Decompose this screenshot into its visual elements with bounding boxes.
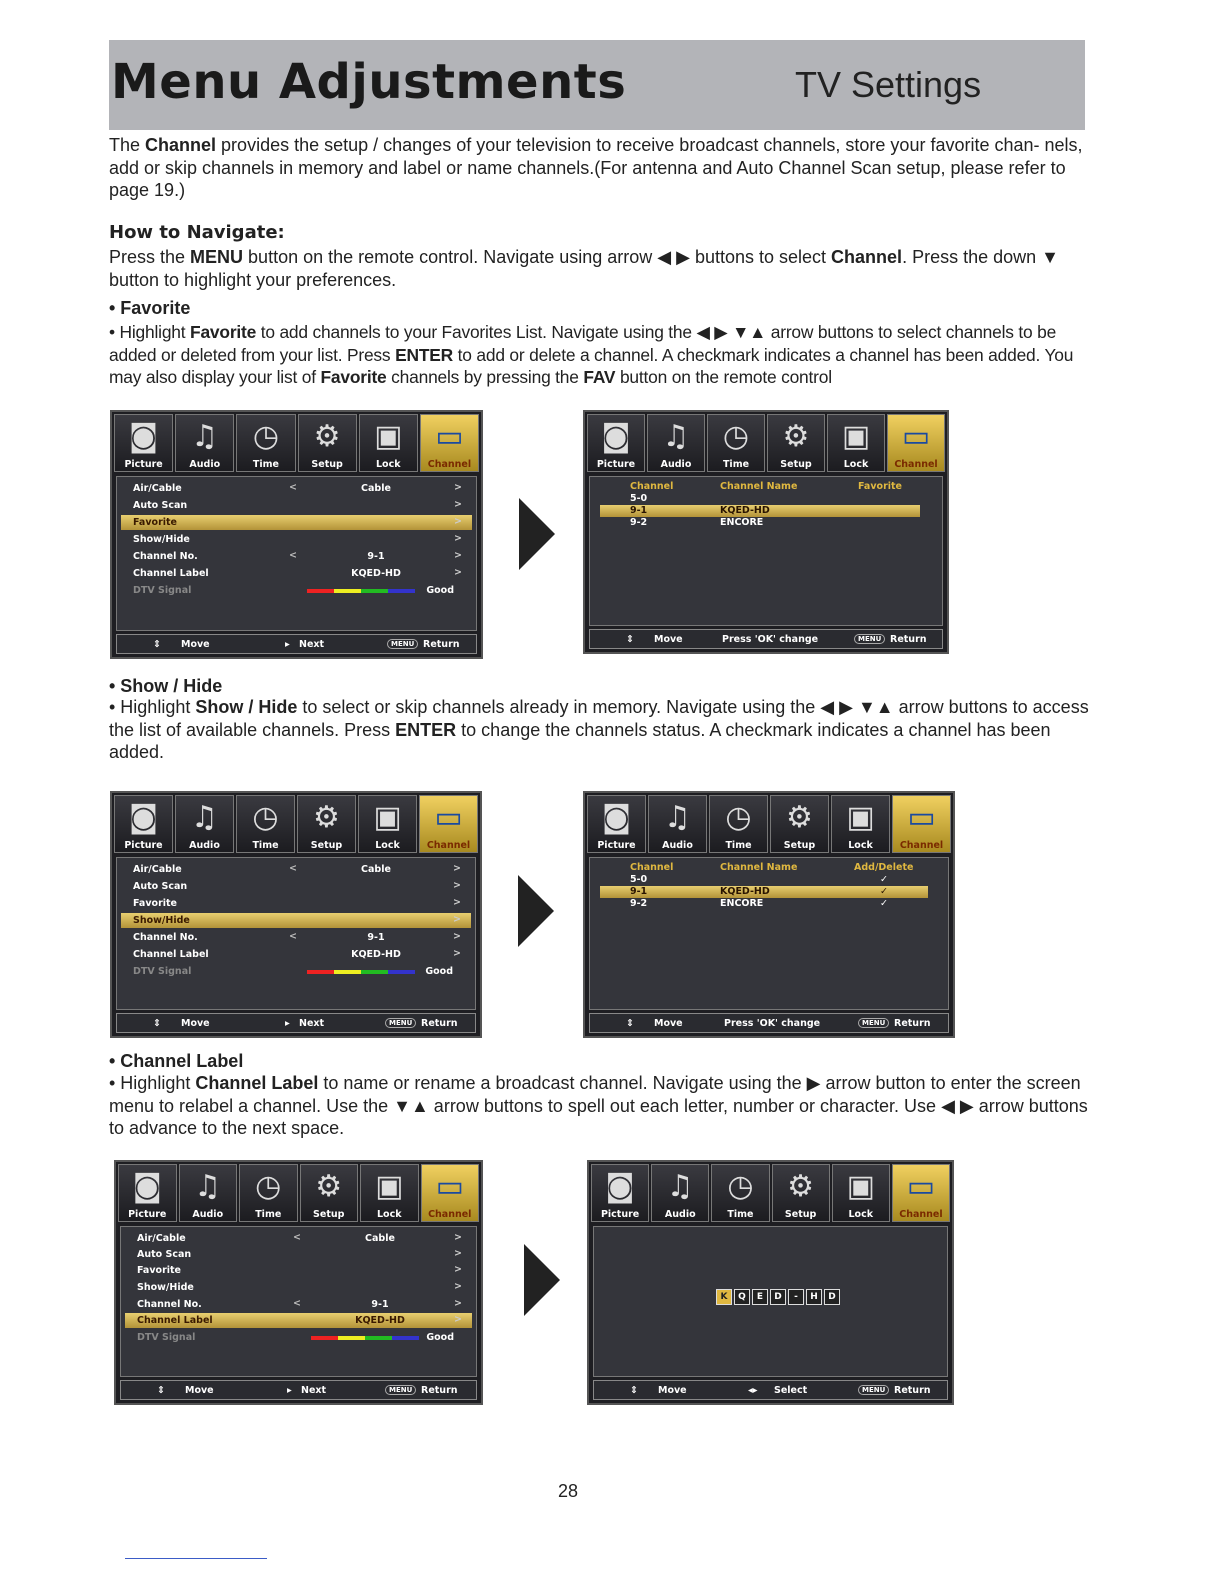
favorite-list-screen — [583, 410, 949, 654]
right-circle-icon: ▸ — [285, 639, 290, 650]
tab-lock[interactable]: ▣ Lock — [358, 795, 417, 853]
arrow-right-icon — [524, 1244, 560, 1316]
tab-setup[interactable]: ⚙ Setup — [298, 414, 357, 472]
tab-picture[interactable]: ◙ Picture — [114, 414, 173, 472]
tab-channel[interactable]: ▭ Channel — [892, 795, 951, 853]
tab-channel[interactable]: ▭ Channel — [421, 1164, 480, 1222]
signal-bar — [311, 1336, 419, 1340]
menu-key-icon: MENU — [387, 639, 418, 649]
navigate-heading: How to Navigate: — [109, 222, 285, 243]
updown-icon: ⇕ — [157, 1385, 165, 1396]
leftright-icon: ◂▸ — [748, 1385, 758, 1396]
tab-channel[interactable]: ▭ Channel — [887, 414, 945, 472]
updown-icon: ⇕ — [153, 1018, 161, 1029]
menu-row-channel-label[interactable]: Channel Label KQED-HD > — [125, 1313, 472, 1328]
channel-row[interactable]: 9-2 ENCORE ✓ — [630, 898, 888, 909]
menu-footer: ⇕ Move ▸ Next MENU Return — [120, 1380, 477, 1400]
menu-row-favorite[interactable]: Favorite > — [137, 1264, 462, 1276]
arrow-right-icon — [519, 498, 555, 570]
music-note-icon: ♫ — [191, 419, 219, 454]
lock-icon: ▣ — [846, 800, 875, 835]
tab-setup[interactable]: ⚙ Setup — [297, 795, 356, 853]
gear-icon: ⚙ — [786, 800, 813, 835]
tab-audio[interactable]: ♫ Audio — [175, 414, 234, 472]
menu-key-icon: MENU — [854, 634, 885, 644]
checkmark-icon: ✓ — [880, 898, 888, 909]
menu-key-icon: MENU — [385, 1385, 416, 1395]
signal-bar — [307, 589, 415, 593]
label-char[interactable]: D — [770, 1289, 786, 1305]
channel-row[interactable]: 9-2 ENCORE — [630, 517, 764, 528]
tab-time[interactable]: ◷ Time — [236, 795, 295, 853]
menu-row-auto-scan[interactable]: Auto Scan > — [137, 1248, 462, 1260]
showhide-heading: • Show / Hide — [109, 676, 223, 696]
music-note-icon: ♫ — [662, 419, 690, 454]
chlabel-paragraph: • Highlight Channel Label to name or rename a broadcast channel. Navigate using the ▶ arrow button to enter the screen menu to relabel a channel. Use the ▼▲ arrow buttons to spell out each letter, number or character. Use ◀ ▶ arrow buttons to advance to the next space. — [109, 1073, 1088, 1138]
menu-footer: ⇕ Move ▸ Next MENU Return — [116, 634, 477, 654]
channel-list-body: Channel Channel Name Favorite 5-0 9-1 KQED-HD 9-2 ENCORE — [589, 476, 943, 626]
menu-row-auto-scan[interactable]: Auto Scan > — [133, 499, 462, 511]
tab-picture[interactable]: ◙ Picture — [587, 795, 646, 853]
menu-row-show-hide[interactable]: Show/Hide > — [121, 913, 471, 928]
tab-time[interactable]: ◷ Time — [709, 795, 768, 853]
label-char[interactable]: Q — [734, 1289, 750, 1305]
page-title: Menu Adjustments — [111, 54, 627, 110]
menu-footer: ⇕ Move ▸ Next MENU Return — [116, 1013, 476, 1033]
monitor-icon: ▭ — [434, 800, 463, 835]
showhide-menu-screen — [110, 791, 482, 1038]
page-header — [109, 40, 1085, 130]
menu-icon-bar — [114, 795, 478, 853]
gear-icon: ⚙ — [313, 419, 341, 454]
channel-label-input[interactable] — [716, 1289, 840, 1305]
menu-row-air-cable[interactable]: Air/Cable < Cable > — [137, 1232, 462, 1244]
camera-icon: ◙ — [132, 1169, 162, 1204]
menu-row-show-hide[interactable]: Show/Hide > — [133, 533, 462, 545]
music-note-icon: ♫ — [191, 800, 218, 835]
menu-key-icon: MENU — [858, 1385, 889, 1395]
clock-icon: ◷ — [725, 800, 752, 835]
right-circle-icon: ▸ — [287, 1385, 292, 1396]
menu-key-icon: MENU — [385, 1018, 416, 1028]
tab-audio[interactable]: ♫ Audio — [648, 795, 707, 853]
tab-lock[interactable]: ▣ Lock — [831, 795, 890, 853]
camera-icon: ◙ — [129, 419, 159, 454]
gear-icon: ⚙ — [313, 800, 340, 835]
clock-icon: ◷ — [255, 1169, 282, 1204]
channel-row[interactable]: 9-1 KQED-HD ✓ — [600, 886, 928, 898]
favorite-heading: • Favorite — [109, 298, 191, 318]
menu-row-favorite[interactable]: Favorite > — [121, 515, 472, 530]
lock-icon: ▣ — [375, 1169, 404, 1204]
arrow-right-icon — [518, 875, 554, 947]
menu-icon-bar — [587, 795, 951, 853]
favorite-menu-screen — [110, 410, 483, 659]
updown-icon: ⇕ — [153, 639, 161, 650]
intro-paragraph: The Channel provides the setup / changes of your television to receive broadcast channels, store your favorite chan- nels, add or skip channels in memory and label or name channels.(For antenna and Auto Channel Scan setup, please refer to page 19.) — [109, 135, 1083, 200]
tab-audio[interactable]: ♫ Audio — [647, 414, 705, 472]
camera-icon: ◙ — [601, 419, 631, 454]
music-note-icon: ♫ — [664, 800, 691, 835]
lock-icon: ▣ — [373, 800, 402, 835]
channel-row[interactable]: 5-0 — [630, 493, 648, 504]
menu-row-channel-label[interactable]: Channel Label KQED-HD > — [133, 567, 462, 579]
checkmark-icon: ✓ — [880, 886, 888, 897]
updown-icon: ⇕ — [626, 634, 634, 645]
monitor-icon: ▭ — [907, 800, 936, 835]
tab-audio[interactable]: ♫ Audio — [175, 795, 234, 853]
tab-setup[interactable]: ⚙ Setup — [770, 795, 829, 853]
menu-body — [116, 857, 476, 1010]
tab-lock[interactable]: ▣ Lock — [832, 1164, 890, 1222]
gear-icon: ⚙ — [315, 1169, 343, 1204]
clock-icon: ◷ — [252, 800, 279, 835]
tab-setup[interactable]: ⚙ Setup — [300, 1164, 359, 1222]
tab-picture[interactable]: ◙ Picture — [114, 795, 173, 853]
page-subtitle: TV Settings — [795, 64, 982, 105]
tab-setup[interactable]: ⚙ Setup — [767, 414, 825, 472]
lock-icon: ▣ — [374, 419, 403, 454]
camera-icon: ◙ — [128, 800, 159, 835]
menu-row-channel-no[interactable]: Channel No. < 9-1 > — [137, 1298, 462, 1310]
menu-body — [116, 476, 477, 631]
label-char[interactable]: H — [806, 1289, 822, 1305]
label-char[interactable]: E — [752, 1289, 768, 1305]
page-number: 28 — [557, 1481, 579, 1501]
tab-setup[interactable]: ⚙ Setup — [772, 1164, 830, 1222]
tab-picture[interactable]: ◙ Picture — [118, 1164, 177, 1222]
chlabel-menu-screen — [114, 1160, 483, 1405]
signal-bar — [307, 970, 415, 974]
menu-icon-bar — [591, 1164, 950, 1222]
right-circle-icon: ▸ — [285, 1018, 290, 1029]
channel-row[interactable]: 9-1 KQED-HD — [600, 505, 920, 517]
gear-icon: ⚙ — [782, 419, 810, 454]
footer-divider — [125, 1558, 267, 1559]
label-char[interactable]: K — [716, 1289, 732, 1305]
monitor-icon: ▭ — [435, 419, 464, 454]
menu-row-auto-scan[interactable]: Auto Scan > — [133, 880, 461, 892]
gear-icon: ⚙ — [787, 1169, 815, 1204]
list-footer: ⇕ Move Press 'OK' change MENU Return — [589, 629, 943, 649]
label-edit-body — [593, 1226, 948, 1377]
showhide-list-screen — [583, 791, 955, 1038]
tab-time[interactable]: ◷ Time — [711, 1164, 769, 1222]
menu-row-show-hide[interactable]: Show/Hide > — [137, 1281, 462, 1293]
menu-icon-bar — [118, 1164, 479, 1222]
music-note-icon: ♫ — [666, 1169, 694, 1204]
tab-picture[interactable]: ◙ Picture — [591, 1164, 649, 1222]
clock-icon: ◷ — [722, 419, 750, 454]
camera-icon: ◙ — [605, 1169, 635, 1204]
chlabel-edit-screen — [587, 1160, 954, 1405]
tab-time[interactable]: ◷ Time — [236, 414, 295, 472]
menu-row-channel-no[interactable]: Channel No. < 9-1 > — [133, 550, 462, 562]
tab-channel[interactable]: ▭ Channel — [420, 414, 479, 472]
tab-channel[interactable]: ▭ Channel — [892, 1164, 950, 1222]
menu-icon-bar — [587, 414, 945, 472]
menu-key-icon: MENU — [858, 1018, 889, 1028]
tab-lock[interactable]: ▣ Lock — [359, 414, 418, 472]
menu-row-favorite[interactable]: Favorite > — [133, 897, 461, 909]
camera-icon: ◙ — [601, 800, 632, 835]
tab-channel[interactable]: ▭ Channel — [419, 795, 478, 853]
lock-icon: ▣ — [841, 419, 871, 454]
label-char[interactable]: - — [788, 1289, 804, 1305]
menu-row-channel-no[interactable]: Channel No. < 9-1 > — [133, 931, 461, 943]
lock-icon: ▣ — [846, 1169, 875, 1204]
menu-row-dtv-signal: DTV Signal Good — [133, 585, 454, 596]
music-note-icon: ♫ — [194, 1169, 222, 1204]
menu-row-air-cable[interactable]: Air/Cable < Cable > — [133, 863, 461, 875]
tab-picture[interactable]: ◙ Picture — [587, 414, 645, 472]
clock-icon: ◷ — [252, 419, 280, 454]
tab-lock[interactable]: ▣ Lock — [360, 1164, 419, 1222]
menu-row-air-cable[interactable]: Air/Cable < Cable > — [133, 482, 462, 494]
navigate-paragraph: Press the MENU button on the remote control. Navigate using arrow ◀ ▶ buttons to select Channel. Press the down ▼ button to highlight your preferences. — [109, 247, 1059, 290]
menu-icon-bar — [114, 414, 479, 472]
chlabel-heading: • Channel Label — [109, 1051, 244, 1071]
showhide-paragraph: • Highlight Show / Hide to select or skip channels already in memory. Navigate using the ◀ ▶ ▼▲ arrow buttons to access the list of available channels. Press ENTER to change the channels status. A checkmark indicates a channel has been added. — [109, 697, 1089, 762]
menu-row-channel-label[interactable]: Channel Label KQED-HD > — [133, 948, 461, 960]
channel-row[interactable]: 5-0 ✓ — [630, 874, 888, 885]
label-footer: ⇕ Move ◂▸ Select MENU Return — [593, 1380, 948, 1400]
monitor-icon: ▭ — [901, 419, 931, 454]
menu-body — [120, 1226, 477, 1377]
updown-icon: ⇕ — [630, 1385, 638, 1396]
tab-lock[interactable]: ▣ Lock — [827, 414, 885, 472]
tab-time[interactable]: ◷ Time — [239, 1164, 298, 1222]
clock-icon: ◷ — [727, 1169, 754, 1204]
channel-list-body: Channel Channel Name Add/Delete 5-0 ✓ 9-1 KQED-HD ✓ 9-2 ENCORE ✓ — [589, 857, 949, 1010]
checkmark-icon: ✓ — [880, 874, 888, 885]
tab-audio[interactable]: ♫ Audio — [651, 1164, 709, 1222]
updown-icon: ⇕ — [626, 1018, 634, 1029]
monitor-icon: ▭ — [435, 1169, 464, 1204]
tab-audio[interactable]: ♫ Audio — [179, 1164, 238, 1222]
favorite-paragraph: • Highlight Favorite to add channels to your Favorites List. Navigate using the ◀ ▶ ▼▲ arrow buttons to select channels to be added or deleted from your list. Press ENTER to add or delete a channel. A checkmark indicates a channel has been added. You may also display your list of Favorite channels by pressing the FAV button on the remote control — [109, 322, 1074, 387]
menu-row-dtv-signal: DTV Signal Good — [137, 1332, 454, 1343]
list-footer: ⇕ Move Press 'OK' change MENU Return — [589, 1013, 949, 1033]
monitor-icon: ▭ — [906, 1169, 936, 1204]
menu-row-dtv-signal: DTV Signal Good — [133, 966, 453, 977]
tab-time[interactable]: ◷ Time — [707, 414, 765, 472]
label-char[interactable]: D — [824, 1289, 840, 1305]
